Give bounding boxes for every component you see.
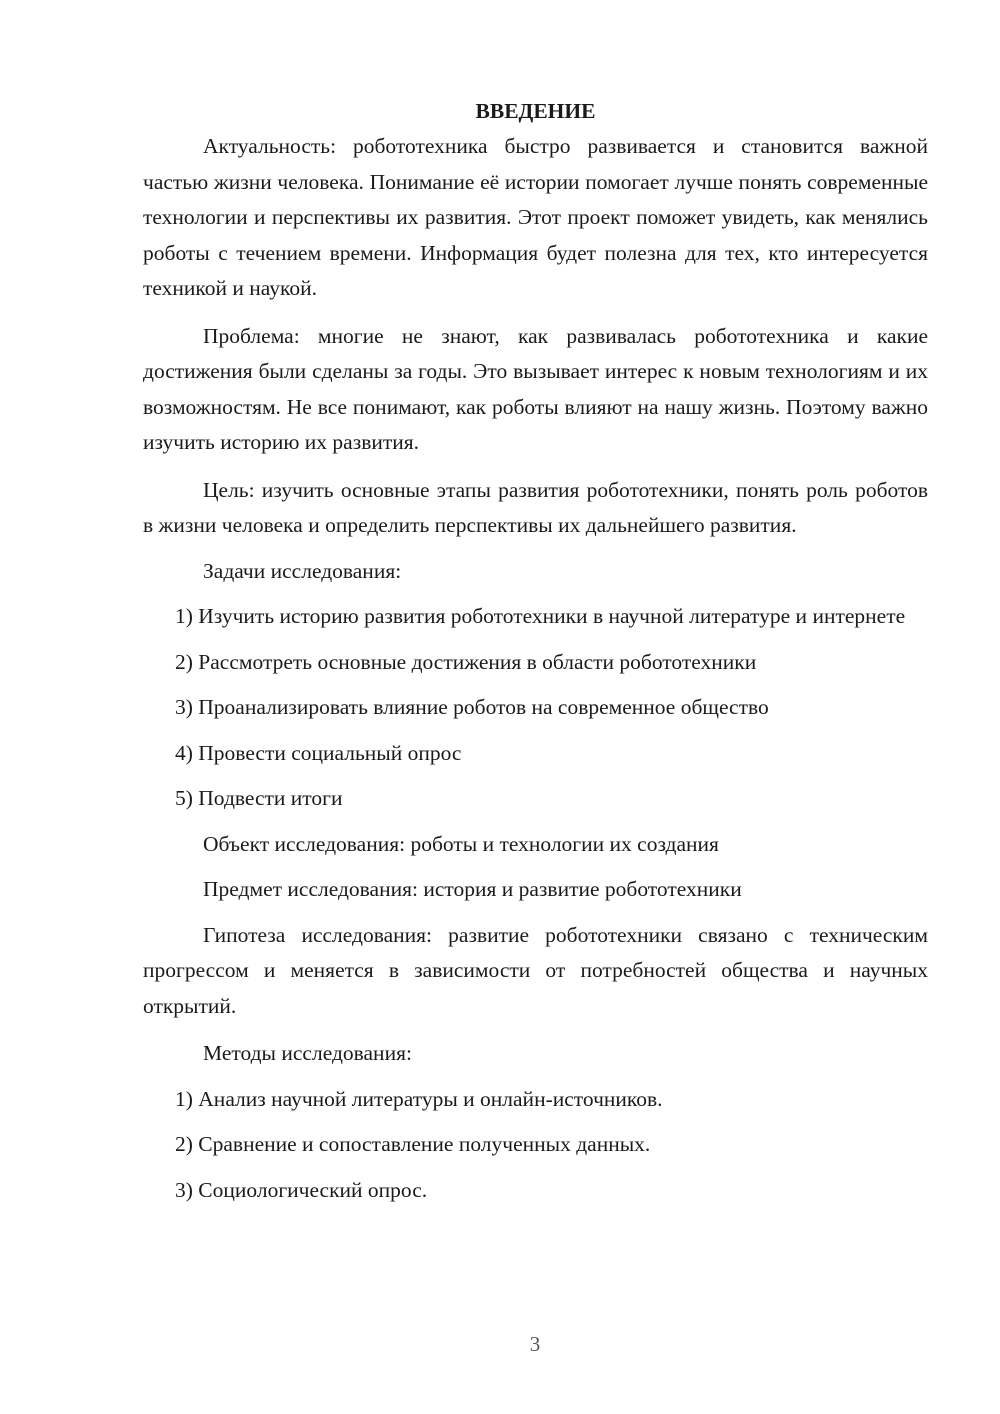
method-item: 1) Анализ научной литературы и онлайн-источников. [175,1086,663,1111]
section-heading: ВВЕДЕНИЕ [475,99,596,123]
method-item: 2) Сравнение и сопоставление полученных данных. [175,1132,651,1156]
task-item: 2) Рассмотреть основные достижения в области робототехники [175,649,757,674]
problem-paragraph: Проблема: многие не знают, как развивалась робототехника и какие достижения были сделаны за годы. Это вызывает интерес к новым технологиям и их возможностям. Не все понимают, как роботы влияют на нашу жизнь. Поэтому важно изучить историю их развития. [143,323,928,454]
task-item: 3) Проанализировать влияние роботов на современное общество [175,695,769,719]
subject-paragraph: Предмет исследования: история и развитие робототехники [203,877,742,901]
document-page [143,94,928,1208]
relevance-paragraph: Актуальность: робототехника быстро развивается и становится важной частью жизни человека. Понимание её истории помогает лучше понять современные технологии и перспективы их развития. Этот проект поможет увидеть, как менялись роботы с течением времени. Информация будет полезна для тех, кто интересуется техникой и наукой. [143,134,928,300]
hypothesis-paragraph: Гипотеза исследования: развитие робототехники связано с техническим прогрессом и меняется в зависимости от потребностей общества и научных открытий. [143,922,928,1018]
task-item: 4) Провести социальный опрос [175,740,462,765]
method-item: 3) Социологический опрос. [175,1177,428,1202]
page-number: 3 [529,1332,541,1356]
tasks-title: Задачи исследования: [203,558,402,583]
task-item: 1) Изучить историю развития робототехники в научной литературе и интернете [175,604,906,628]
goal-paragraph: Цель: изучить основные этапы развития робототехники, понять роль роботов в жизни человека и определить перспективы их дальнейшего развития. [143,477,928,537]
task-item: 5) Подвести итоги [175,786,343,810]
methods-title: Методы исследования: [203,1041,412,1065]
object-paragraph: Объект исследования: роботы и технологии их создания [203,831,719,856]
